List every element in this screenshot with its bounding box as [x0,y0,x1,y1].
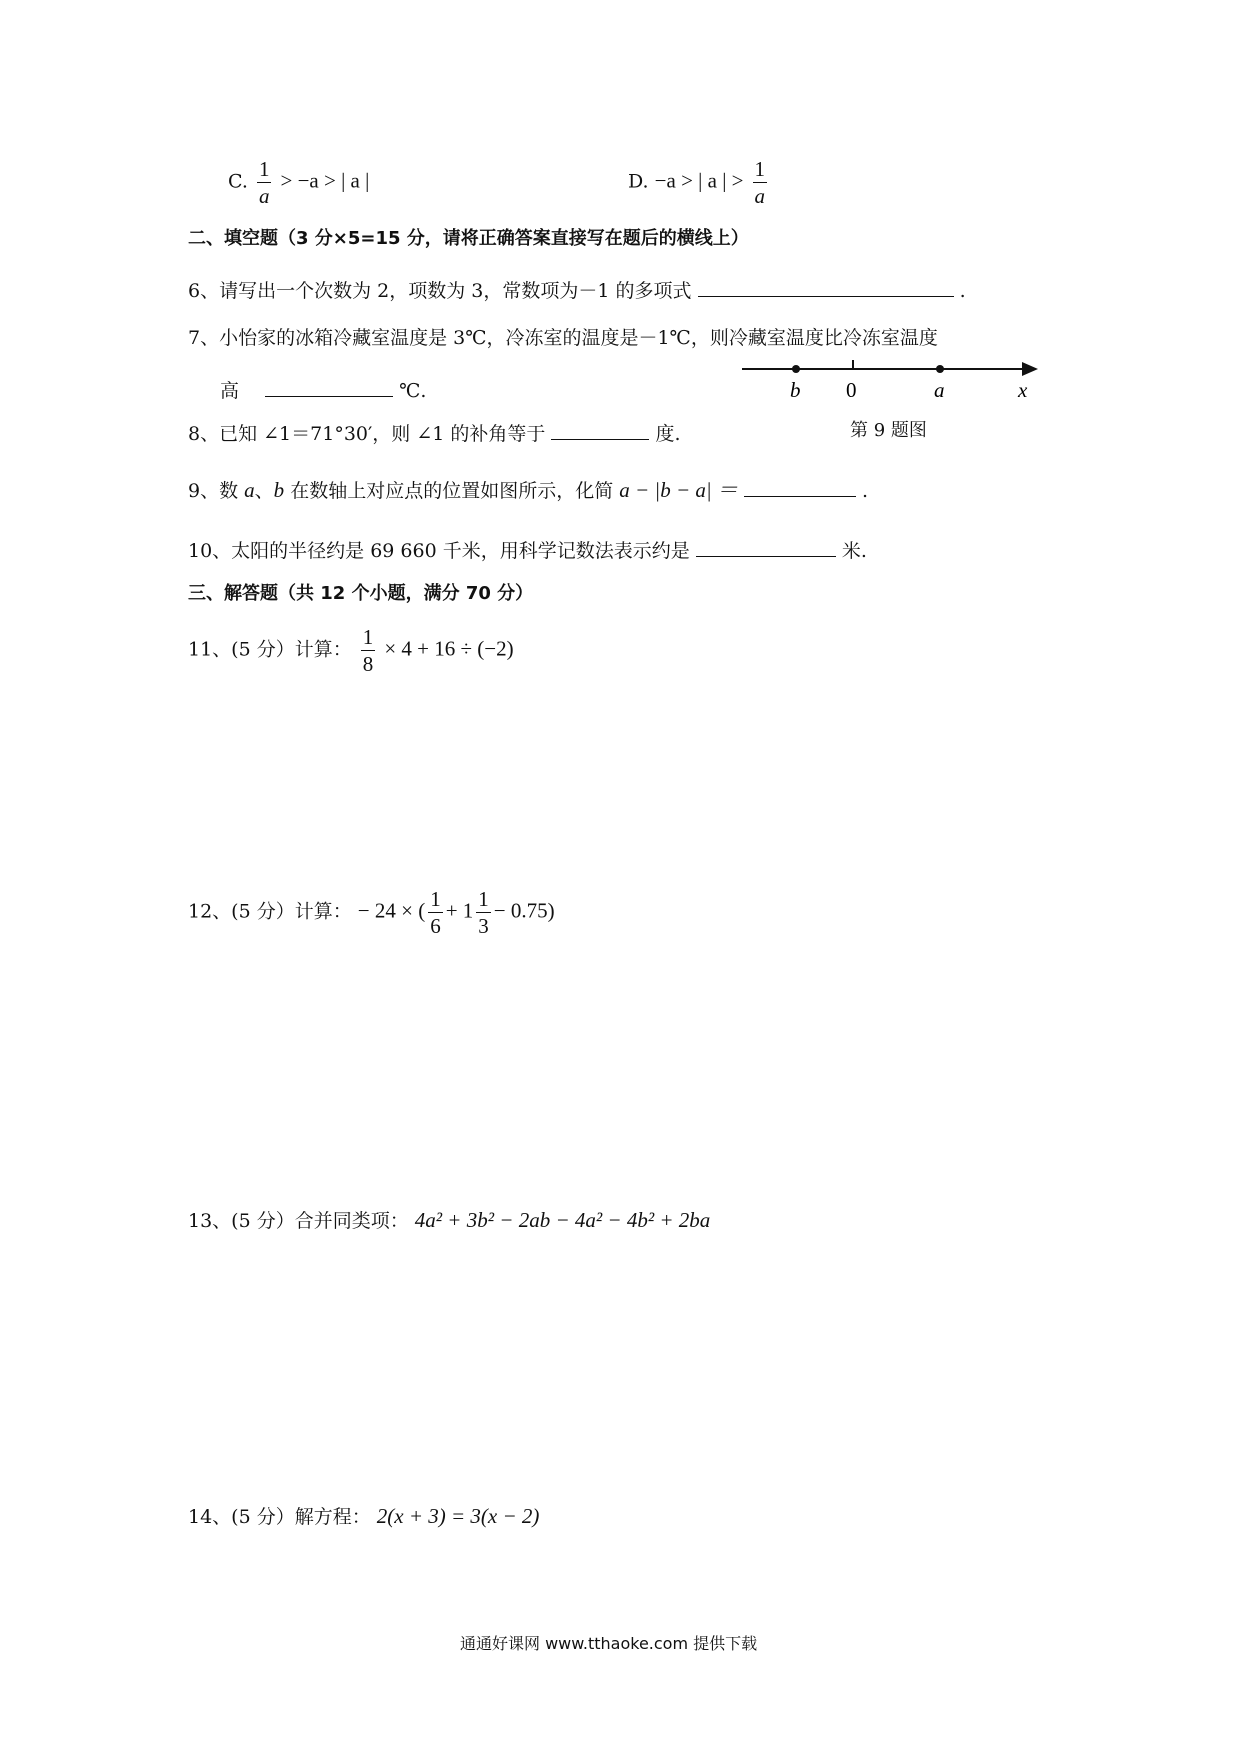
footer-text: 通通好课网 www.tthaoke.com 提供下载 [460,1634,758,1653]
question-9-text: 在数轴上对应点的位置如图所示，化简 [290,480,614,502]
option-c-expression: > −a > | a | [280,168,370,193]
number-line-arrow [1022,362,1038,376]
question-11-expression: × 4 + 16 ÷ (−2) [384,636,514,661]
point-a [936,365,944,373]
question-6-answer-blank[interactable] [698,278,954,297]
figure-caption: 第 9 题图 [850,420,927,441]
label-x: x [1018,378,1028,402]
option-d-fraction: $\frac{1}{a}$ [754,157,766,209]
question-12 [188,888,555,937]
question-8-suffix: 度. [655,423,681,445]
section-3-title: 三、解答题（共 12 个小题，满分 70 分） [188,583,534,604]
question-10-answer-blank[interactable] [696,538,836,557]
question-8-text: 8、已知 ∠1＝71°30′，则 ∠1 的补角等于 [188,423,546,445]
question-14-prefix: 14、(5 分）解方程： [188,1506,371,1528]
number-line-figure [740,355,1070,415]
question-6-end: . [959,280,966,302]
question-9-expression: a − |b − a| ＝ [619,478,738,502]
question-9-answer-blank[interactable] [744,478,856,497]
option-d-expression: −a > | a | > [654,168,744,193]
question-8-answer-blank[interactable] [551,421,649,440]
question-13-expression: 4a² + 3b² − 2ab − 4a² − 4b² + 2ba [414,1208,711,1232]
question-14 [188,1506,539,1527]
point-b [792,365,800,373]
question-10 [188,538,867,561]
question-9-end: . [862,480,869,502]
question-13 [188,1210,710,1231]
question-12-expr-a: − 24 × ( [357,898,426,923]
question-7-line-1: 7、小怡家的冰箱冷藏室温度是 3℃，冷冻室的温度是－1℃，则冷藏室温度比冷冻室温度 [188,327,938,349]
question-7-prefix: 高 [220,380,240,402]
question-11 [188,626,514,675]
question-9-sep: 、 [254,480,274,502]
question-7-answer-blank[interactable] [265,378,393,397]
question-13-prefix: 13、(5 分）合并同类项： [188,1210,409,1232]
option-c-fraction: $\frac{1}{a}$ [258,157,270,209]
label-zero: 0 [846,378,857,402]
question-9 [188,478,868,501]
option-d-label: D. [628,170,649,193]
question-14-expression: 2(x + 3) = 3(x − 2) [376,1504,540,1528]
question-10-text: 10、太阳的半径约是 69 660 千米，用科学记数法表示约是 [188,540,690,562]
question-11-fraction: $\frac{1}{8}$ [362,625,374,677]
question-12-prefix: 12、(5 分）计算： [188,900,352,923]
question-9-var-a: a [244,478,255,502]
section-2-title: 二、填空题（3 分×5=15 分，请将正确答案直接写在题后的横线上） [188,228,749,249]
question-12-mid: + 1 [445,898,474,923]
question-7-line-2 [220,378,426,401]
question-7-suffix: ℃. [399,380,427,402]
question-12-expr-b: − 0.75) [493,898,555,923]
question-8 [188,421,681,444]
label-b: b [790,378,801,402]
question-12-fraction-1: $\frac{1}{6}$ [430,887,441,939]
label-a: a [934,378,945,402]
option-c [228,158,369,207]
question-9-lead: 9、数 [188,480,239,502]
question-6 [188,278,966,301]
question-12-fraction-2: $\frac{1}{3}$ [478,887,489,939]
question-6-text: 6、请写出一个次数为 2，项数为 3，常数项为－1 的多项式 [188,280,692,302]
question-9-var-b: b [273,478,285,502]
question-11-prefix: 11、(5 分）计算： [188,638,352,661]
option-c-label: C. [228,170,248,193]
question-10-suffix: 米. [841,540,867,562]
option-d [628,158,770,207]
